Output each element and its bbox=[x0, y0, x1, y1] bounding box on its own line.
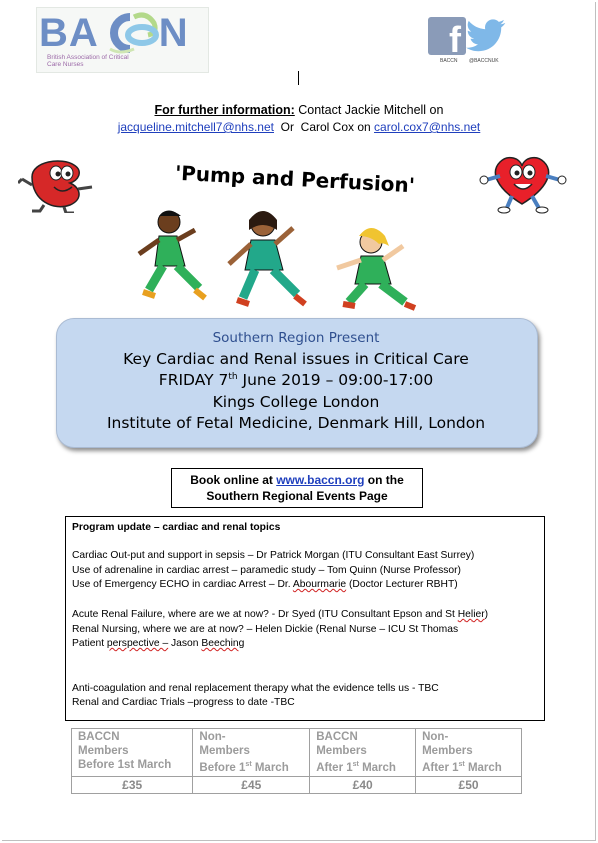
heart-character-illustration bbox=[476, 152, 570, 214]
event-title: 'Pump and Perfusion' bbox=[174, 160, 416, 198]
contact-text: Contact Jackie Mitchell on bbox=[294, 103, 444, 117]
email-link-carol[interactable]: carol.cox7@nhs.net bbox=[374, 120, 481, 134]
fees-header-row bbox=[72, 729, 522, 777]
contact-emails bbox=[0, 120, 598, 134]
program-item: Renal and Cardiac Trials –progress to date -TBC bbox=[72, 697, 295, 708]
contact-lead: For further information: bbox=[154, 103, 295, 117]
banner-venue: Kings College London bbox=[212, 393, 380, 411]
fee-price: £35 bbox=[72, 776, 193, 793]
program-item: Cardiac Out-put and support in sepsis – Dr Patrick Morgan (ITU Consultant East Surrey) bbox=[72, 550, 475, 561]
running-nurses-illustration bbox=[133, 208, 463, 312]
facebook-icon[interactable]: f bbox=[428, 17, 466, 55]
booking-box: Book online at www.baccn.org on the Southern Regional Events Page bbox=[171, 468, 423, 508]
fee-header: BACCN Members After 1st March bbox=[310, 729, 416, 777]
banner-topic: Key Cardiac and Renal issues in Critical Care bbox=[123, 350, 469, 368]
fee-header: Non- Members After 1st March bbox=[416, 729, 522, 777]
program-item: Acute Renal Failure, where are we at now? - Dr Syed (ITU Consultant Epson and St Helier) bbox=[72, 609, 489, 620]
program-heading: Program update – cardiac and renal topics bbox=[72, 522, 281, 533]
program-item: Anti-coagulation and renal replacement therapy what the evidence tells us - TBC bbox=[72, 683, 439, 694]
twitter-label: @BACCNUK bbox=[469, 58, 499, 64]
fees-price-row bbox=[72, 776, 522, 793]
banner-date: FRIDAY 7th June 2019 – 09:00-17:00 bbox=[158, 371, 434, 389]
fee-price: £45 bbox=[193, 776, 310, 793]
fees-table bbox=[71, 728, 522, 794]
banner-presenter: Southern Region Present bbox=[212, 330, 380, 346]
fee-price: £50 bbox=[416, 776, 522, 793]
logo-letters: BA N bbox=[39, 11, 189, 55]
fee-header: BACCN Members Before 1st March bbox=[72, 729, 193, 777]
logo-subtitle: British Association of Critical Care Nurses bbox=[47, 54, 129, 68]
booking-page-label: Southern Regional Events Page bbox=[206, 489, 388, 503]
fee-header: Non- Members Before 1st March bbox=[193, 729, 310, 777]
contact-mid: Or Carol Cox on bbox=[274, 120, 375, 134]
facebook-label: BACCN bbox=[440, 58, 458, 64]
logo-swoosh-icon bbox=[98, 11, 170, 55]
program-item: Use of adrenaline in cardiac arrest – paramedic study – Tom Quinn (Nurse Professor) bbox=[72, 565, 461, 576]
text-cursor bbox=[298, 71, 299, 85]
email-link-jackie[interactable]: jacqueline.mitchell7@nhs.net bbox=[117, 120, 274, 134]
banner-address: Institute of Fetal Medicine, Denmark Hill, London bbox=[106, 414, 486, 432]
kidney-character-illustration bbox=[18, 155, 102, 213]
program-item: Renal Nursing, where we are at now? – Helen Dickie (Renal Nurse – ICU St Thomas bbox=[72, 624, 459, 635]
program-item: Patient perspective – Jason Beeching bbox=[72, 638, 245, 649]
baccn-website-link[interactable]: www.baccn.org bbox=[276, 473, 365, 487]
twitter-icon[interactable] bbox=[465, 17, 507, 55]
contact-line bbox=[0, 103, 598, 117]
fee-price: £40 bbox=[310, 776, 416, 793]
program-item: Use of Emergency ECHO in cardiac Arrest – Dr. Abourmarie (Doctor Lecturer RBHT) bbox=[72, 579, 458, 590]
